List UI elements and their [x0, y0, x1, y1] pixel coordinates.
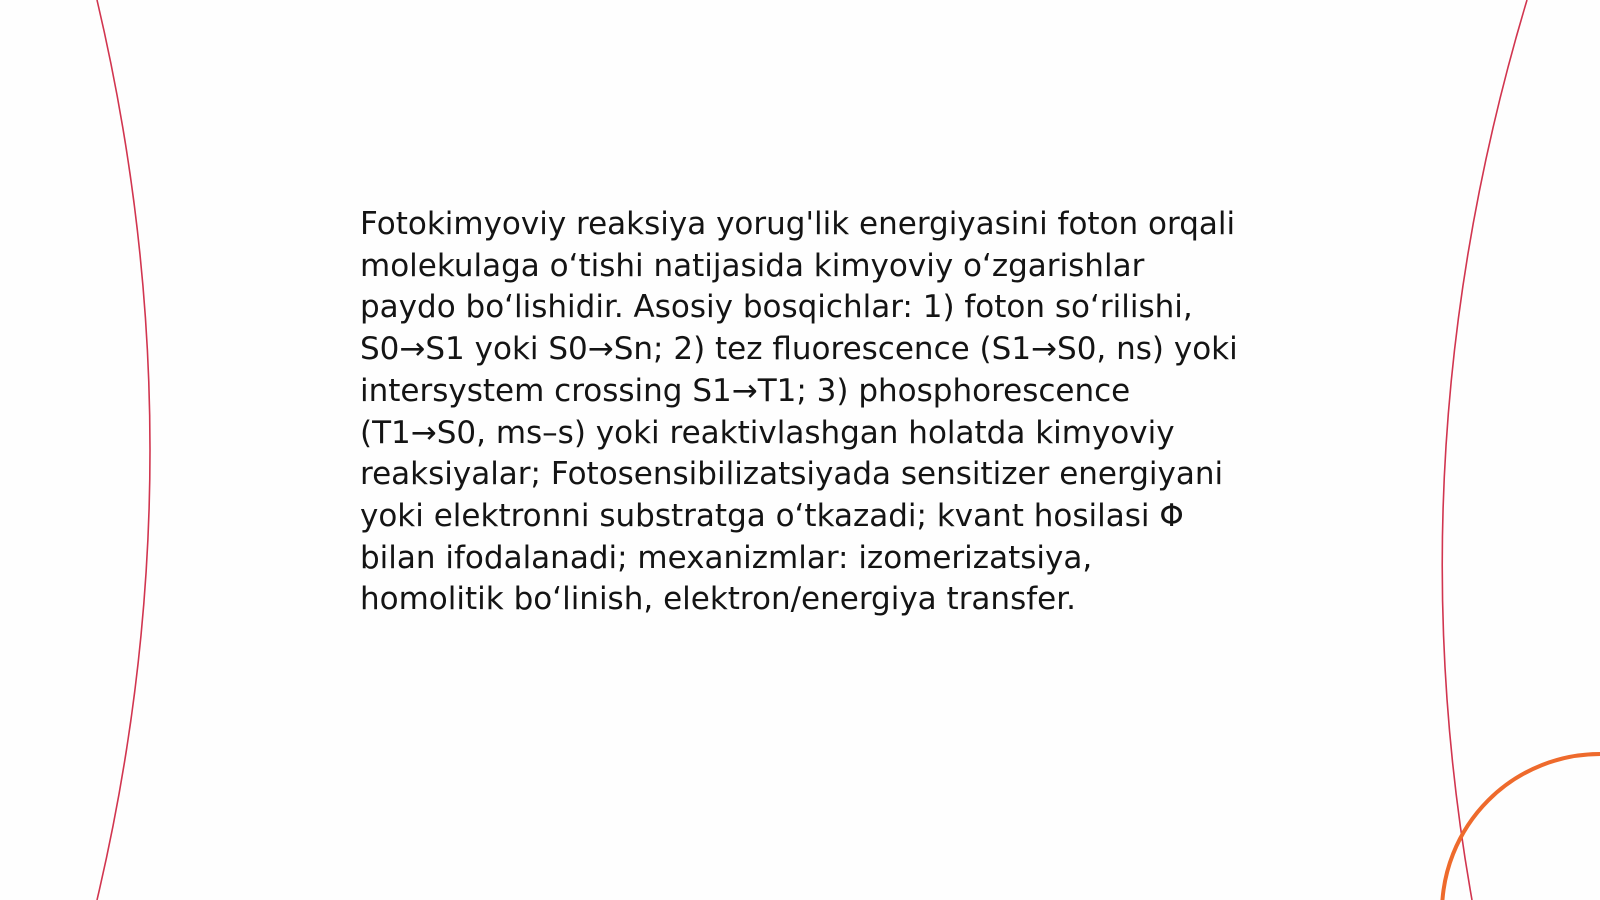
accent-circle: [1442, 754, 1600, 900]
left-arc-line: [97, 0, 150, 900]
right-arc-line: [1442, 0, 1527, 900]
slide-body-text: Fotokimyoviy reaksiya yorug'lik energiyasini foton orqali molekulaga o‘tishi natijasida kimyoviy o‘zgarishlar paydo bo‘lishidir. Asosiy bosqichlar: 1) foton so‘rilishi, S0→S1 yoki S0→Sn; 2) tez fluorescence (S1→S0, ns) yoki intersystem crossing S1→T1; 3) phosphorescence (T1→S0, ms–s) yoki reaktivlashgan holatda kimyoviy reaksiyalar; Fotosensibilizatsiyada sensitizer energiyani yoki elektronni substratga o‘tkazadi; kvant hosilasi Φ bilan ifodalanadi; mexanizmlar: izomerizatsiya, homolitik bo‘linish, elektron/energiya transfer.: [360, 206, 1238, 618]
